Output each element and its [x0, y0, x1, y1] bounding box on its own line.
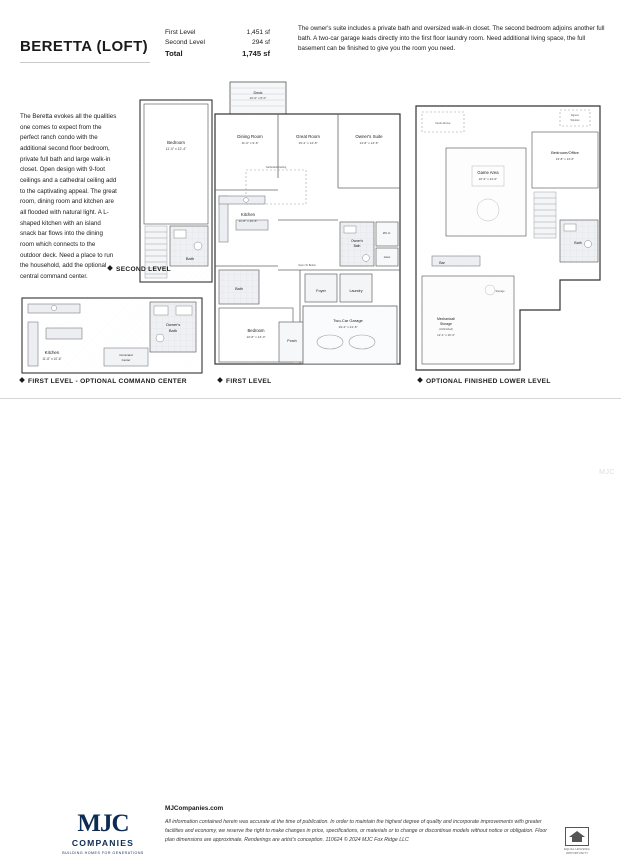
room-label: Open To Below — [298, 264, 316, 267]
room-label: Egress — [571, 114, 579, 117]
second-level-plan — [140, 100, 212, 282]
room-dims: 11'-8" x 10'-6" — [238, 219, 258, 223]
logo-sub-text: COMPANIES — [71, 838, 135, 848]
mjc-logo — [55, 811, 151, 855]
room-dims: 11'-0" x 9'-6" — [241, 141, 259, 145]
area-label: Total — [165, 49, 183, 59]
title-divider — [20, 62, 150, 63]
room-dims: 13'-8" x 13'-6" — [555, 157, 575, 161]
caption-text: FIRST LEVEL - OPTIONAL COMMAND CENTER — [28, 378, 187, 385]
caption-first-level-optional — [20, 378, 187, 385]
room-label: Bath — [353, 244, 361, 248]
optional-command-center-plan — [22, 298, 202, 373]
area-value: 1,745 sf — [242, 49, 270, 59]
room-label: Laundry — [349, 289, 363, 293]
legal-disclaimer: All information contained herein was accurate at the time of publication. In order to maintain the highest degree of quality and incorporate improvements with greater facilities and economy, we reserve the right to make changes in price, specifications, or materials or to change or discontinue models without notice or obligation. Floor plan dimensions are approximate. Renderings are artist's conception. 110624 © 2024 MJC Fox Ridge LLC — [165, 819, 547, 844]
house-icon — [565, 827, 589, 846]
room-label: (Unfinished) — [439, 328, 453, 331]
room-dims: 10'-0" x 8'-0" — [249, 96, 267, 100]
page-title: BERETTA (LOFT) — [20, 38, 149, 55]
website-link[interactable]: MJCompanies.com — [165, 805, 224, 812]
diamond-bullet-icon — [19, 377, 25, 383]
equal-housing-opportunity — [560, 827, 594, 855]
caption-second-level — [108, 266, 171, 273]
watermark: MJC — [599, 469, 615, 476]
room-label: Owner's Suite — [355, 134, 383, 139]
room-label: Bedroom/Office — [551, 150, 579, 155]
area-label: Second Level — [165, 39, 205, 47]
area-row — [165, 38, 270, 48]
room-label: Bath — [168, 328, 178, 333]
room-label: Storage — [495, 290, 505, 293]
eho-caption: EQUAL HOUSING OPPORTUNITY — [564, 847, 590, 855]
room-label: Kitchen — [241, 212, 255, 217]
area-row — [165, 28, 270, 38]
room-label: Bath — [185, 256, 195, 261]
room-label: Owner's — [165, 322, 181, 327]
room-label: Game Area — [477, 170, 499, 175]
ceiling-note: Cathedral Ceiling — [265, 166, 287, 169]
room-label: Deck — [253, 90, 263, 95]
room-label: Deck Above — [435, 121, 451, 125]
room-dims: 14'-8" x 13'-6" — [359, 141, 379, 145]
room-label: Dining Room — [237, 134, 263, 139]
room-label: Bar — [439, 261, 445, 265]
diamond-bullet-icon — [417, 377, 423, 383]
area-summary-table — [165, 28, 270, 60]
room-label: Storage — [440, 322, 452, 326]
floor-plan-drawings — [0, 70, 621, 390]
diamond-bullet-icon — [217, 377, 223, 383]
room-dims: 11'-0" x 12'-4" — [165, 147, 187, 151]
room-label: Owner's — [351, 239, 363, 243]
plan-description: The Beretta evokes all the qualities one comes to expect from the perfect ranch condo with the additional second floor bedroom, private full bath and large walk-in closet. Open design with 9-foot ceilings and a cathedral ceiling add to the captivating appeal. The great room, dining room and kitchen are all flooded with natural light. A L-shaped kitchen with an island snack bar flows into the dining room which connects to the outdoor deck. Need a place to run the household, add the optional central command center. — [20, 113, 117, 280]
room-dims: 11'-8" x 10'-6" — [42, 357, 62, 361]
area-value: 294 sf — [252, 39, 270, 47]
room-label: Two-Car Garage — [333, 318, 363, 323]
room-label: Great Room — [296, 134, 320, 139]
area-row-total — [165, 48, 270, 60]
logo-mark-text: MJC — [77, 810, 129, 837]
room-dims: 22'-6" x 24'-0" — [478, 177, 498, 181]
caption-text: FIRST LEVEL — [226, 378, 272, 385]
room-label: Command — [119, 353, 133, 357]
diamond-bullet-icon — [107, 265, 113, 271]
room-label: Foyer — [316, 289, 326, 293]
logo-tagline: BUILDING HOMES FOR GENERATIONS — [62, 851, 144, 855]
header-description: The owner's suite includes a private bath and oversized walk-in closet. The second bedroom adjoins another full bath. A two-car garage leads directly into the first floor laundry room. Need additional living space, the full basement can be finished to give you the room you need. — [298, 25, 605, 53]
caption-first-level — [218, 378, 271, 385]
first-level-plan — [215, 82, 400, 364]
room-label: Bedroom — [247, 328, 265, 333]
caption-text: OPTIONAL FINISHED LOWER LEVEL — [426, 378, 551, 385]
area-label: First Level — [165, 29, 196, 36]
room-label: Mechanical/ — [436, 317, 456, 321]
lower-level-plan — [416, 106, 600, 370]
room-dims: 12'-1" x 16'-3" — [437, 333, 455, 337]
footer — [0, 399, 621, 855]
room-label: Porch — [287, 339, 297, 343]
room-dims: 10'-8" x 13'-0" — [246, 335, 266, 339]
room-dims: 15'-2" x 14'-8" — [298, 141, 318, 145]
room-label: Center — [121, 358, 131, 362]
caption-lower-level — [418, 378, 551, 385]
room-label: Bedroom — [167, 140, 185, 145]
room-label: Bath — [574, 241, 582, 245]
room-label: Linen — [383, 256, 391, 259]
room-label: Kitchen — [44, 350, 60, 355]
room-label: Window — [570, 119, 580, 122]
room-label: W.I.C. — [382, 231, 392, 235]
area-value: 1,451 sf — [246, 29, 270, 36]
caption-text: SECOND LEVEL — [116, 266, 171, 273]
room-label: Bath — [235, 287, 243, 291]
room-dims: 19'-4" x 21'-6" — [338, 325, 358, 329]
